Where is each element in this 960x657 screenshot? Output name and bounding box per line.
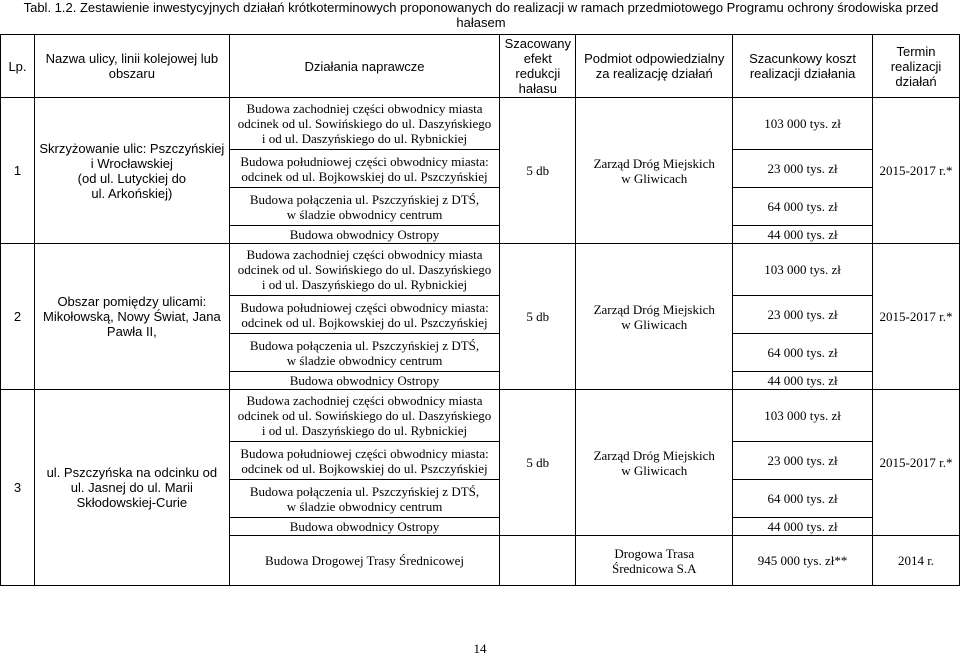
page-number: 14 bbox=[473, 641, 487, 656]
row-cost: 23 000 tys. zł bbox=[733, 150, 873, 188]
investment-table bbox=[0, 34, 960, 586]
header-cost: Szacunkowy koszt realizacji działania bbox=[733, 35, 873, 98]
row-cost: 44 000 tys. zł bbox=[733, 226, 873, 244]
row-cost: 64 000 tys. zł bbox=[733, 188, 873, 226]
row-action: Budowa południowej części obwodnicy miasta: odcinek od ul. Bojkowskiej do ul. Pszczyńskiej bbox=[229, 296, 500, 334]
header-entity: Podmiot odpowiedzialny za realizację działań bbox=[576, 35, 733, 98]
table-row bbox=[1, 98, 960, 150]
row-entity: Zarząd Dróg Miejskich w Gliwicach bbox=[576, 98, 733, 244]
row-action: Budowa zachodniej części obwodnicy miasta odcinek od ul. Sowińskiego do ul. Daszyńskiego i od ul. Daszyńskiego do ul. Rybnickiej bbox=[229, 390, 500, 442]
row-effect-empty bbox=[500, 536, 576, 586]
header-effect: Szacowany efekt redukcji hałasu bbox=[500, 35, 576, 98]
caption-text: Zestawienie inwestycyjnych działań krótkoterminowych proponowanych do realizacji w ramach przedmiotowego Programu ochrony środowiska przed hałasem bbox=[79, 0, 939, 30]
row-location: Obszar pomiędzy ulicami: Mikołowską, Nowy Świat, Jana Pawła II, bbox=[34, 244, 229, 390]
header-lp: Lp. bbox=[1, 35, 35, 98]
row-cost: 64 000 tys. zł bbox=[733, 334, 873, 372]
row-action: Budowa Drogowej Trasy Średnicowej bbox=[229, 536, 500, 586]
row-action: Budowa obwodnicy Ostropy bbox=[229, 372, 500, 390]
row-action: Budowa obwodnicy Ostropy bbox=[229, 518, 500, 536]
row-cost: 44 000 tys. zł bbox=[733, 518, 873, 536]
header-row bbox=[1, 35, 960, 98]
row-action: Budowa zachodniej części obwodnicy miasta odcinek od ul. Sowińskiego do ul. Daszyńskiego i od ul. Daszyńskiego do ul. Rybnickiej bbox=[229, 244, 500, 296]
row-effect: 5 db bbox=[500, 390, 576, 536]
header-actions: Działania naprawcze bbox=[229, 35, 500, 98]
row-term: 2015-2017 r.* bbox=[873, 390, 960, 536]
row-location: Skrzyżowanie ulic: Pszczyńskiej i Wrocławskiej (od ul. Lutyckiej do ul. Arkońskiej) bbox=[34, 98, 229, 244]
row-entity: Zarząd Dróg Miejskich w Gliwicach bbox=[576, 244, 733, 390]
row-cost: 103 000 tys. zł bbox=[733, 244, 873, 296]
table-row bbox=[1, 244, 960, 296]
table-row bbox=[1, 390, 960, 442]
row-action: Budowa obwodnicy Ostropy bbox=[229, 226, 500, 244]
row-number: 1 bbox=[1, 98, 35, 244]
row-action: Budowa zachodniej części obwodnicy miasta odcinek od ul. Sowińskiego do ul. Daszyńskiego i od ul. Daszyńskiego do ul. Rybnickiej bbox=[229, 98, 500, 150]
row-entity: Drogowa Trasa Średnicowa S.A bbox=[576, 536, 733, 586]
row-number: 2 bbox=[1, 244, 35, 390]
row-action: Budowa południowej części obwodnicy miasta: odcinek od ul. Bojkowskiej do ul. Pszczyńskiej bbox=[229, 150, 500, 188]
row-cost: 945 000 tys. zł** bbox=[733, 536, 873, 586]
row-action: Budowa połączenia ul. Pszczyńskiej z DTŚ, w śladzie obwodnicy centrum bbox=[229, 334, 500, 372]
header-name: Nazwa ulicy, linii kolejowej lub obszaru bbox=[34, 35, 229, 98]
row-effect: 5 db bbox=[500, 98, 576, 244]
row-action: Budowa połączenia ul. Pszczyńskiej z DTŚ, w śladzie obwodnicy centrum bbox=[229, 188, 500, 226]
row-term: 2015-2017 r.* bbox=[873, 244, 960, 390]
row-cost: 103 000 tys. zł bbox=[733, 390, 873, 442]
row-effect: 5 db bbox=[500, 244, 576, 390]
row-term: 2015-2017 r.* bbox=[873, 98, 960, 244]
table-caption bbox=[6, 0, 956, 30]
row-cost: 23 000 tys. zł bbox=[733, 442, 873, 480]
row-entity: Zarząd Dróg Miejskich w Gliwicach bbox=[576, 390, 733, 536]
row-cost: 23 000 tys. zł bbox=[733, 296, 873, 334]
row-cost: 44 000 tys. zł bbox=[733, 372, 873, 390]
row-cost: 64 000 tys. zł bbox=[733, 480, 873, 518]
row-number: 3 bbox=[1, 390, 35, 586]
header-term: Termin realizacji działań bbox=[873, 35, 960, 98]
row-term: 2014 r. bbox=[873, 536, 960, 586]
row-cost: 103 000 tys. zł bbox=[733, 98, 873, 150]
row-action: Budowa połączenia ul. Pszczyńskiej z DTŚ, w śladzie obwodnicy centrum bbox=[229, 480, 500, 518]
caption-prefix: Tabl. 1.2. bbox=[23, 0, 77, 15]
row-action: Budowa południowej części obwodnicy miasta: odcinek od ul. Bojkowskiej do ul. Pszczyńskiej bbox=[229, 442, 500, 480]
row-location: ul. Pszczyńska na odcinku od ul. Jasnej do ul. Marii Skłodowskiej-Curie bbox=[34, 390, 229, 586]
